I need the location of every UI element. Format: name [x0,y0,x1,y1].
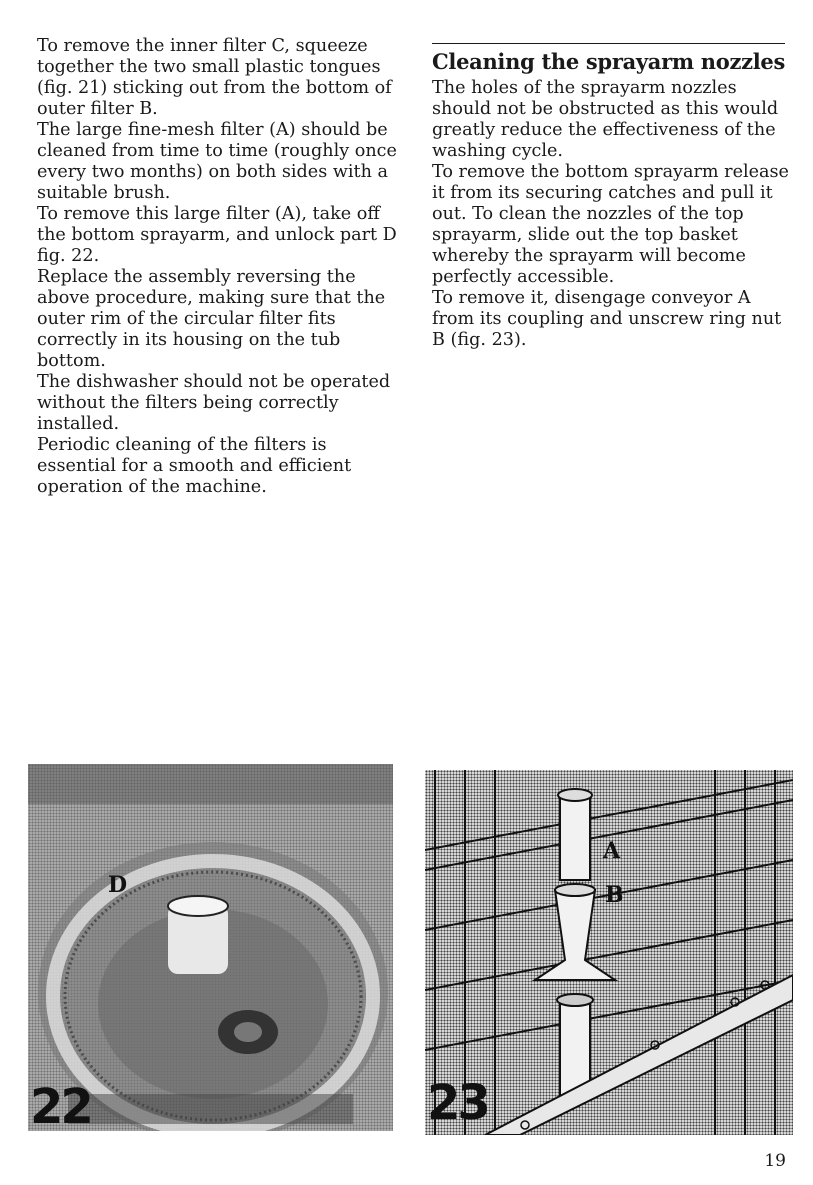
left-paragraph-6: Periodic cleaning of the filters is essential for a smooth and efficient operation of the machine. [37,435,352,497]
figure-23-number: 23 [427,1075,488,1131]
left-paragraph-2: The large fine-mesh filter (A) should be cleaned from time to time (roughly once every two months) on both sides with a suitable brush. [37,120,397,203]
figure-23-label-a: A [603,838,621,864]
filter-illustration [28,764,393,1131]
right-paragraph-1: The holes of the sprayarm nozzles should not be obstructed as this would greatly reduce the effectiveness of the washing cycle. [432,78,779,161]
figure-22-filter-photo [28,764,393,1131]
right-column [432,78,794,351]
figure-22-number: 22 [30,1079,91,1131]
figure-23-label-b: B [605,882,624,908]
left-paragraph-3: To remove this large filter (A), take off the bottom sprayarm, and unlock part D fig. 22. [37,204,397,266]
section-heading: Cleaning the sprayarm nozzles [432,49,785,74]
heading-rule [432,43,785,44]
left-paragraph-5: The dishwasher should not be operated without the filters being correctly installed. [37,372,391,434]
left-paragraph-4: Replace the assembly reversing the above procedure, making sure that the outer rim of the circular filter fits correctly in its housing on the tub bottom. [37,267,386,371]
right-paragraph-2: To remove the bottom sprayarm release it from its securing catches and pull it out. To clean the nozzles of the top sprayarm, slide out the top basket whereby the sprayarm will become perfectly accessible. [432,162,789,287]
left-paragraph-1: To remove the inner filter C, squeeze together the two small plastic tongues (fig. 21) sticking out from the bottom of outer filter B. [37,36,392,119]
left-column [37,36,397,498]
page-number: 19 [764,1151,786,1171]
figure-22-label-d: D [108,872,128,898]
right-paragraph-3: To remove it, disengage conveyor A from its coupling and unscrew ring nut B (fig. 23). [432,288,782,350]
figure-23-sprayarm-drawing [425,770,793,1135]
